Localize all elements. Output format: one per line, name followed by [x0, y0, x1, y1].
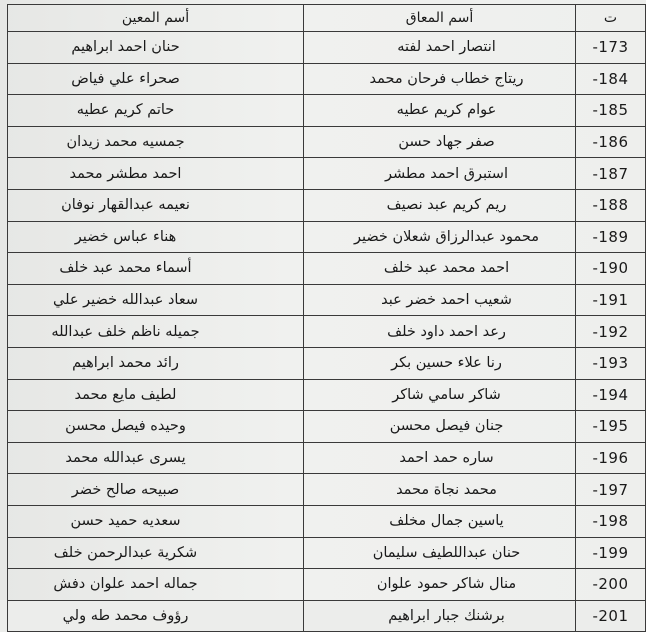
caregiver-name: نعيمه عبدالقهار نوفان	[8, 189, 304, 221]
caregiver-name: وحيده فيصل محسن	[8, 411, 304, 443]
table-row	[8, 505, 646, 537]
caregiver-name: جميله ناظم خلف عبدالله	[8, 316, 304, 348]
caregiver-name: أسماء محمد عبد خلف	[8, 253, 304, 285]
row-number: -196	[576, 442, 646, 474]
beneficiaries-table	[7, 4, 646, 632]
table-row	[8, 569, 646, 601]
caregiver-name: سعاد عبدالله خضير علي	[8, 284, 304, 316]
disabled-name: جنان فيصل محسن	[304, 411, 576, 443]
row-number: -184	[576, 63, 646, 95]
disabled-name: عوام كريم عطيه	[304, 95, 576, 127]
row-number: -185	[576, 95, 646, 127]
header-disabled-name: أسم المعاق	[304, 5, 576, 32]
caregiver-name: شكرية عبدالرحمن خلف	[8, 537, 304, 569]
row-number: -197	[576, 474, 646, 506]
table-row	[8, 442, 646, 474]
row-number: -195	[576, 411, 646, 443]
disabled-name: محمود عبدالرزاق شعلان خضير	[304, 221, 576, 253]
disabled-name: انتصار احمد لفته	[304, 32, 576, 64]
table-row	[8, 95, 646, 127]
disabled-name: ساره حمد احمد	[304, 442, 576, 474]
table-row	[8, 221, 646, 253]
table-row	[8, 347, 646, 379]
row-number: -173	[576, 32, 646, 64]
table-row	[8, 600, 646, 632]
row-number: -194	[576, 379, 646, 411]
caregiver-name: صبيحه صالح خضر	[8, 474, 304, 506]
table-body	[8, 32, 646, 632]
caregiver-name: جمسيه محمد زيدان	[8, 126, 304, 158]
caregiver-name: هناء عباس خضير	[8, 221, 304, 253]
disabled-name: محمد نجاة محمد	[304, 474, 576, 506]
disabled-name: صفر جهاد حسن	[304, 126, 576, 158]
header-number: ت	[576, 5, 646, 32]
row-number: -193	[576, 347, 646, 379]
table-row	[8, 126, 646, 158]
caregiver-name: احمد مطشر محمد	[8, 158, 304, 190]
caregiver-name: يسرى عبدالله محمد	[8, 442, 304, 474]
caregiver-name: لطيف مايع محمد	[8, 379, 304, 411]
row-number: -200	[576, 569, 646, 601]
row-number: -189	[576, 221, 646, 253]
header-caregiver-name: أسم المعين	[8, 5, 304, 32]
table-row	[8, 63, 646, 95]
disabled-name: رعد احمد داود خلف	[304, 316, 576, 348]
table-row	[8, 189, 646, 221]
disabled-name: برشنك جبار ابراهيم	[304, 600, 576, 632]
row-number: -190	[576, 253, 646, 285]
table-row	[8, 253, 646, 285]
disabled-name: ريم كريم عبد نصيف	[304, 189, 576, 221]
table-row	[8, 411, 646, 443]
caregiver-name: رؤوف محمد طه ولي	[8, 600, 304, 632]
disabled-name: شاكر سامي شاكر	[304, 379, 576, 411]
caregiver-name: رائد محمد ابراهيم	[8, 347, 304, 379]
disabled-name: شعيب احمد خضر عبد	[304, 284, 576, 316]
table-row	[8, 379, 646, 411]
row-number: -191	[576, 284, 646, 316]
header-row	[8, 5, 646, 32]
caregiver-name: سعديه حميد حسن	[8, 505, 304, 537]
row-number: -186	[576, 126, 646, 158]
disabled-name: رنا علاء حسين بكر	[304, 347, 576, 379]
row-number: -199	[576, 537, 646, 569]
caregiver-name: حاتم كريم عطيه	[8, 95, 304, 127]
disabled-name: ريتاج خطاب فرحان محمد	[304, 63, 576, 95]
row-number: -188	[576, 189, 646, 221]
disabled-name: ياسين جمال مخلف	[304, 505, 576, 537]
caregiver-name: حنان احمد ابراهيم	[8, 32, 304, 64]
table-row	[8, 32, 646, 64]
row-number: -198	[576, 505, 646, 537]
table-row	[8, 284, 646, 316]
disabled-name: احمد محمد عبد خلف	[304, 253, 576, 285]
row-number: -201	[576, 600, 646, 632]
table-row	[8, 316, 646, 348]
disabled-name: منال شاكر حمود علوان	[304, 569, 576, 601]
row-number: -192	[576, 316, 646, 348]
table-row	[8, 158, 646, 190]
caregiver-name: جماله احمد علوان دفش	[8, 569, 304, 601]
table-row	[8, 474, 646, 506]
row-number: -187	[576, 158, 646, 190]
table-row	[8, 537, 646, 569]
disabled-name: حنان عبداللطيف سليمان	[304, 537, 576, 569]
disabled-name: استبرق احمد مطشر	[304, 158, 576, 190]
caregiver-name: صحراء علي فياض	[8, 63, 304, 95]
